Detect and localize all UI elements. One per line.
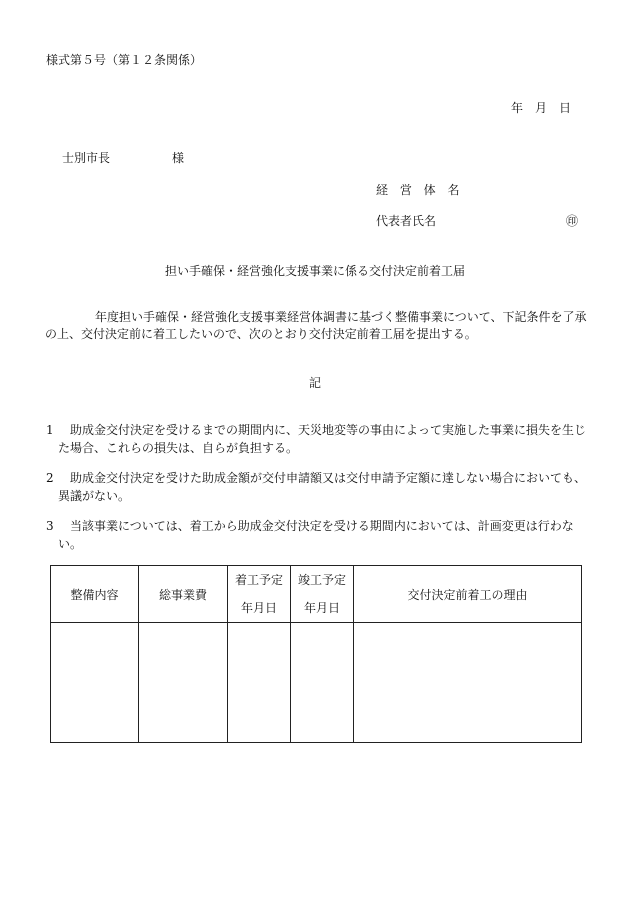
work-table [50,565,582,743]
header-start-date [228,566,291,623]
cell-start-date[interactable] [228,623,291,743]
cell-reason[interactable] [354,623,582,743]
date-line: 年 月 日 [511,101,572,115]
addressee-honorific: 様 [172,151,185,165]
document-title: 担い手確保・経営強化支援事業に係る交付決定前着工届 [164,264,465,278]
condition-text: 助成金交付決定を受けた助成金額が交付申請額又は交付申請予定額に達しない場合においても、異議がない。 [58,471,587,503]
body-paragraph: 年度担い手確保・経営強化支援事業経営体調書に基づく整備事業について、下記条件を了承の上、交付決定前に着工したいので、次のとおり交付決定前着工届を提出する。 [45,310,587,341]
header-content: 整備内容 [51,566,139,623]
org-name-label: 経 営 体 名 [376,183,464,197]
header-total-cost: 総事業費 [139,566,228,623]
condition-text: 当該事業については、着工から助成金交付決定を受ける期間内においては、計画変更は行わない。 [58,519,574,551]
header-end-line2: 年月日 [303,601,340,615]
addressee-name: 士別市長 [62,151,111,165]
header-end-date [291,566,354,623]
cell-end-date[interactable] [291,623,354,743]
form-number: 様式第５号（第１２条関係） [46,53,203,67]
cell-total-cost[interactable] [139,623,228,743]
condition-text: 助成金交付決定を受けるまでの期間内に、天災地変等の事由によって実施した事業に損失を生じた場合、これらの損失は、自らが負担する。 [58,423,587,455]
condition-item [46,517,591,553]
header-reason: 交付決定前着工の理由 [354,566,582,623]
header-end-line1: 竣工予定 [297,573,346,587]
addressee [62,149,184,166]
condition-number: 1 [46,423,54,437]
header-start-line1: 着工予定 [234,573,283,587]
condition-item [46,421,591,457]
condition-item [46,469,591,505]
cell-content[interactable] [51,623,139,743]
ki-heading: 記 [308,376,321,390]
header-start-line2: 年月日 [240,601,277,615]
table-header-row [51,566,582,623]
table-row [51,623,582,743]
representative-name-label: 代表者氏名 [376,214,437,228]
seal-mark: ㊞ [566,214,579,228]
condition-number: 3 [46,519,54,533]
condition-number: 2 [46,471,54,485]
